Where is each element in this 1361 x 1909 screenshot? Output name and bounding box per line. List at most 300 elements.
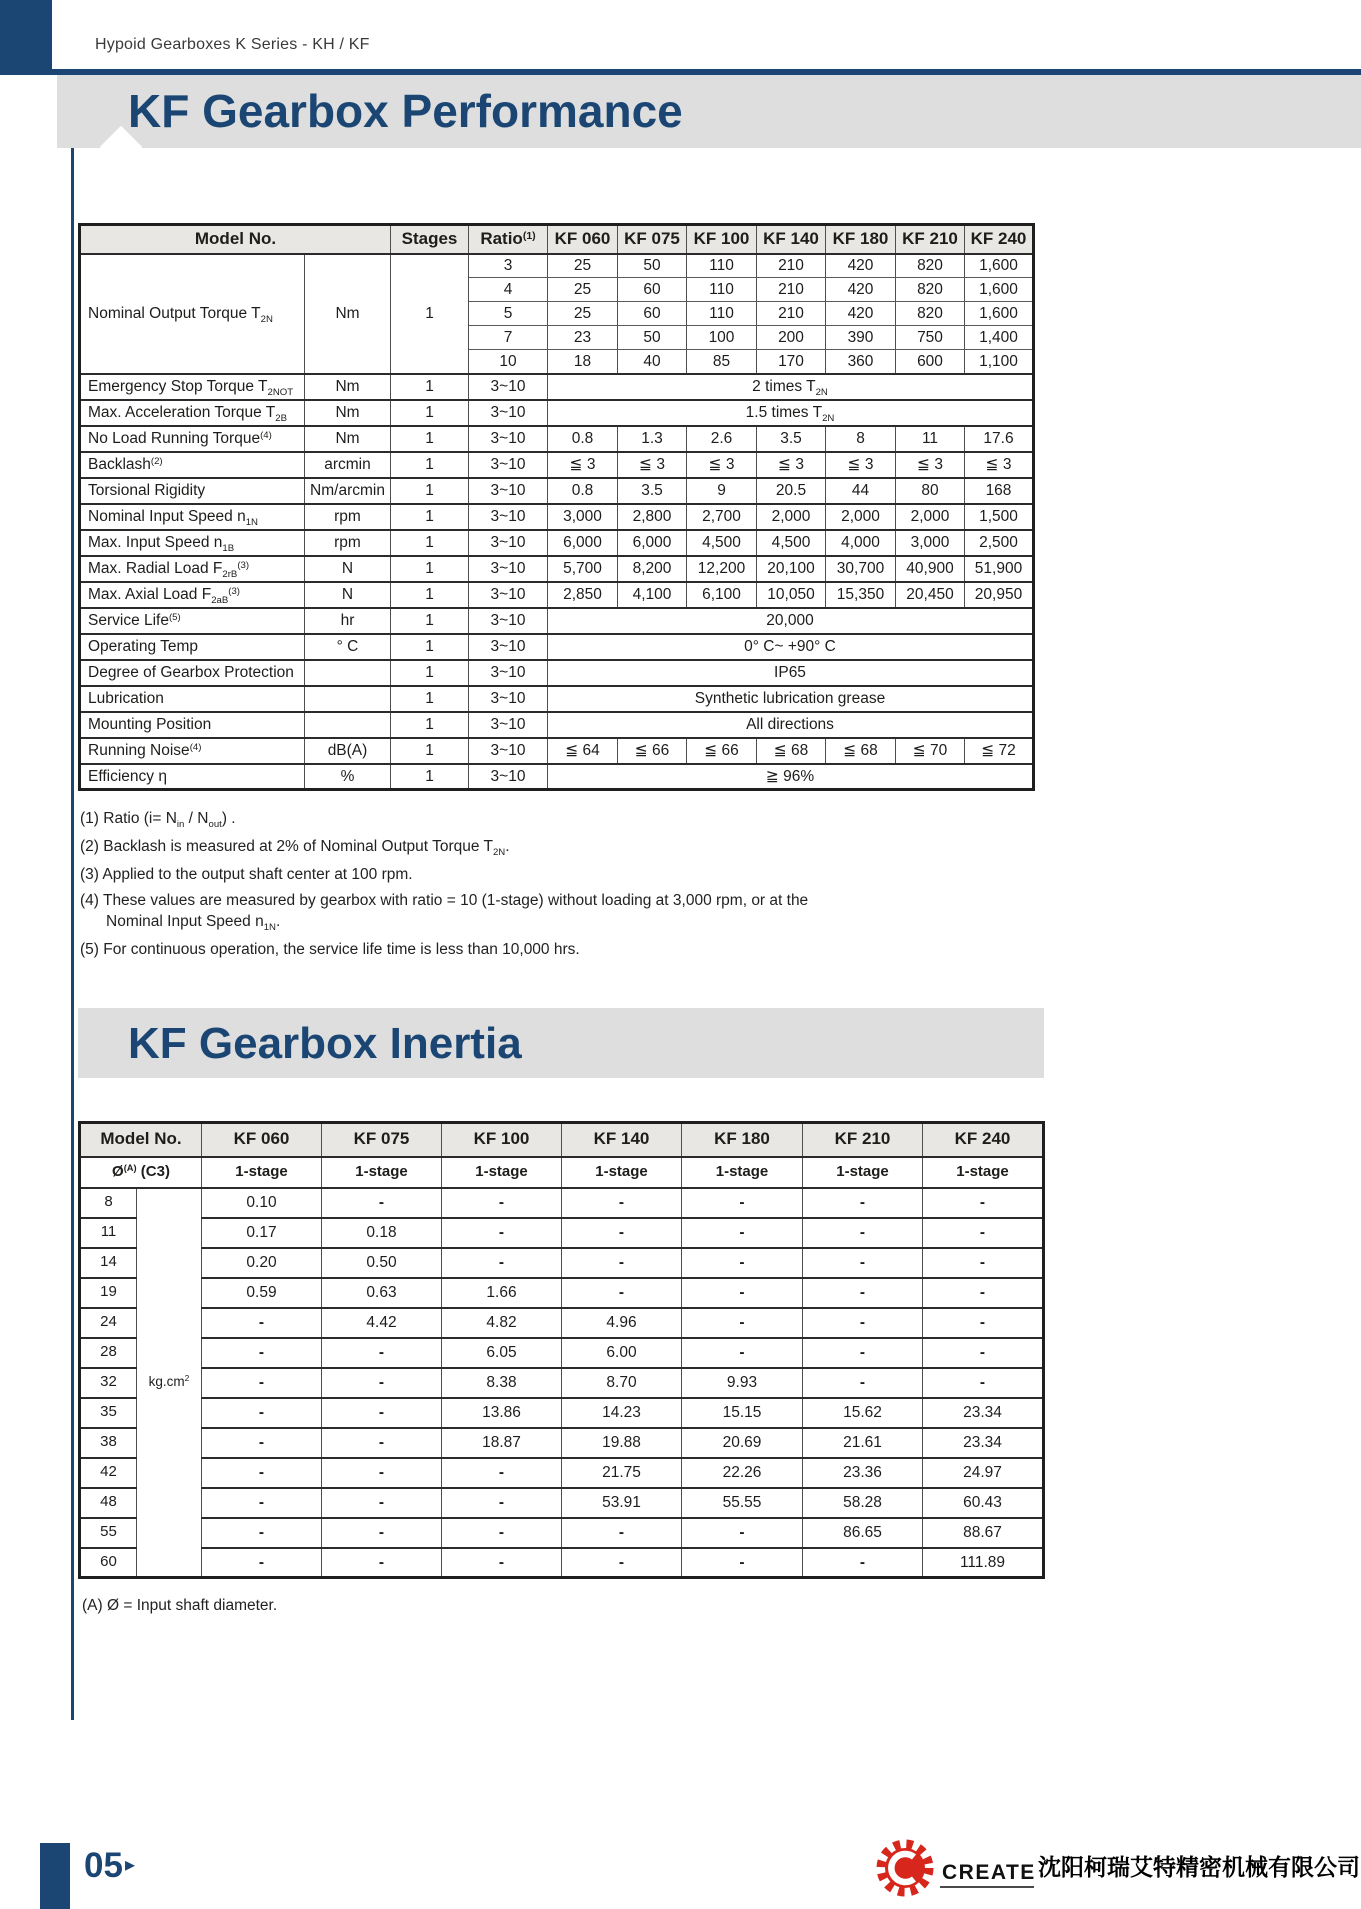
table-cell: 3~10 [469,738,548,764]
table-cell: Model No. [80,1123,202,1157]
section-title-performance: KF Gearbox Performance [128,85,683,137]
table-cell: - [442,1488,562,1518]
table-cell: Lubrication [80,686,305,712]
table-cell: Mounting Position [80,712,305,738]
table-cell [305,686,391,712]
footnote-line: (2) Backlash is measured at 2% of Nominal Output Torque $T_{2N}$. [80,838,510,858]
table-cell: 0.8 [548,478,618,504]
table-row [80,1458,1044,1488]
table-cell: 4,100 [618,582,687,608]
breadcrumb: Hypoid Gearboxes K Series - KH / KF [95,36,370,53]
table-cell: 20,450 [896,582,965,608]
table-cell: 40,900 [896,556,965,582]
table-row [80,1428,1044,1458]
table-cell: - [682,1188,803,1218]
table-cell: 50 [618,326,687,350]
table-cell: 1-stage [803,1157,923,1188]
table-cell: - [803,1368,923,1398]
table-cell: 4.96 [562,1308,682,1338]
table-cell: ≦ 66 [618,738,687,764]
table-cell: KF 210 [896,225,965,254]
table-cell: 32 [80,1368,137,1398]
table-cell: ≦ 3 [965,452,1034,478]
table-row [80,608,1034,634]
table-cell: 3~10 [469,426,548,452]
table-cell: 168 [965,478,1034,504]
table-cell: 50 [618,254,687,278]
table-cell: - [923,1338,1044,1368]
table-cell: KF 210 [803,1123,923,1157]
table-cell: 6,000 [618,530,687,556]
table-cell: - [803,1338,923,1368]
table-cell: Nm [305,426,391,452]
table-cell: - [562,1248,682,1278]
table-cell: - [202,1548,322,1578]
table-cell: 18 [548,350,618,374]
table-cell: - [202,1338,322,1368]
table-cell: - [562,1278,682,1308]
table-cell: 4,500 [757,530,826,556]
table-cell: 750 [896,326,965,350]
table-cell: All directions [548,712,1034,738]
table-cell: Emergency Stop Torque $T_{2NOT}$ [80,374,305,400]
inertia-table [78,1121,1045,1579]
table-cell: - [202,1488,322,1518]
table-cell: 20.5 [757,478,826,504]
table-row [80,1368,1044,1398]
table-cell: 110 [687,254,757,278]
table-cell: 60 [80,1548,137,1578]
table-cell: 20,100 [757,556,826,582]
table-cell: ≦ 66 [687,738,757,764]
table-cell: 170 [757,350,826,374]
table-cell: 1-stage [442,1157,562,1188]
table-cell: 25 [548,278,618,302]
footnote-line: (5) For continuous operation, the service life time is less than 10,000 hrs. [80,941,580,958]
table-cell: 10 [469,350,548,374]
table-cell: 4 [469,278,548,302]
page-number-value: 05 [84,1846,123,1885]
table-row [80,426,1034,452]
table-cell: - [202,1428,322,1458]
table-cell: 8 [826,426,896,452]
table-cell: - [803,1278,923,1308]
logo-wordmark: CREATE [942,1861,1036,1884]
page-number-arrow-icon: ▸ [124,1854,135,1876]
table-cell: Stages [391,225,469,254]
table-cell: 1 [391,608,469,634]
table-cell: Efficiency η [80,764,305,790]
table-cell: 3,000 [548,504,618,530]
table-header-row [80,1123,1044,1157]
table-cell: 55 [80,1518,137,1548]
table-cell: Nm/arcmin [305,478,391,504]
table-cell: Nm [305,400,391,426]
page-number [84,1846,135,1886]
table-subheader-row [80,1157,1044,1188]
table-cell: 10,050 [757,582,826,608]
table-row [80,660,1034,686]
footer-corner-block [40,1843,70,1909]
table-cell: 1 [391,374,469,400]
table-cell: arcmin [305,452,391,478]
table-cell: 80 [896,478,965,504]
table-cell: Torsional Rigidity [80,478,305,504]
table-row [80,738,1034,764]
table-cell: 1.3 [618,426,687,452]
table-cell: Nm [305,254,391,374]
table-cell: 8.38 [442,1368,562,1398]
table-cell: 1 [391,504,469,530]
table-cell: 1-stage [322,1157,442,1188]
table-row [80,504,1034,530]
table-cell: 1 [391,254,469,374]
table-cell: 2,700 [687,504,757,530]
table-cell: 8.70 [562,1368,682,1398]
table-cell [305,660,391,686]
table-cell: - [442,1548,562,1578]
table-cell: 1,400 [965,326,1034,350]
table-cell: 23.36 [803,1458,923,1488]
table-cell: - [322,1548,442,1578]
table-cell: 4,000 [826,530,896,556]
table-row [80,1548,1044,1578]
table-row [80,1398,1044,1428]
table-cell: 2,800 [618,504,687,530]
table-cell: 110 [687,278,757,302]
table-cell: - [923,1218,1044,1248]
table-cell: 13.86 [442,1398,562,1428]
table-cell: KF 240 [923,1123,1044,1157]
table-cell: - [682,1248,803,1278]
table-cell: 3~10 [469,634,548,660]
table-cell: 14.23 [562,1398,682,1428]
table-cell: KF 100 [442,1123,562,1157]
table-cell: 38 [80,1428,137,1458]
table-cell: 200 [757,326,826,350]
table-cell: Max. Axial Load $F_{2aB}^{(3)}$ [80,582,305,608]
table-cell: 0.50 [322,1248,442,1278]
table-cell: 2,850 [548,582,618,608]
table-cell: - [562,1218,682,1248]
table-cell: 110 [687,302,757,326]
table-cell: 0.17 [202,1218,322,1248]
section-title-inertia: KF Gearbox Inertia [128,1019,522,1068]
table-cell: - [202,1518,322,1548]
table-cell: $Ø^{(A)}$ (C3) [80,1157,202,1188]
table-cell: 3~10 [469,556,548,582]
table-row [80,1338,1044,1368]
table-cell: 7 [469,326,548,350]
table-cell: 3~10 [469,764,548,790]
footnote-line: (4) These values are measured by gearbox with ratio = 10 (1-stage) without loading at 3,000 rpm, or at the [80,892,809,909]
table-cell: - [682,1338,803,1368]
table-cell: Nominal Output Torque $T_{2N}$ [80,254,305,374]
table-cell: ≧ 96% [548,764,1034,790]
table-row [80,374,1034,400]
table-cell: 23.34 [923,1428,1044,1458]
table-cell: 19.88 [562,1428,682,1458]
table-row [80,1308,1044,1338]
table-cell: 21.61 [803,1428,923,1458]
table-cell: 21.75 [562,1458,682,1488]
table-cell: 86.65 [803,1518,923,1548]
table-cell: 14 [80,1248,137,1278]
table-cell: 20,950 [965,582,1034,608]
table-cell: 15.62 [803,1398,923,1428]
table-cell: 4.82 [442,1308,562,1338]
table-cell: - [202,1308,322,1338]
table-cell: 3,000 [896,530,965,556]
table-cell: KF 075 [322,1123,442,1157]
table-cell: 8 [80,1188,137,1218]
table-cell: 420 [826,302,896,326]
table-cell: - [442,1518,562,1548]
table-cell: Synthetic lubrication grease [548,686,1034,712]
table-cell: Service Life$^{(5)}$ [80,608,305,634]
table-cell: - [442,1248,562,1278]
table-cell: 820 [896,254,965,278]
table-cell: KF 240 [965,225,1034,254]
table-cell: 60.43 [923,1488,1044,1518]
table-cell: 3.5 [757,426,826,452]
table-row [80,452,1034,478]
table-cell: 60 [618,278,687,302]
table-cell: - [682,1548,803,1578]
table-cell: - [322,1458,442,1488]
table-cell: 85 [687,350,757,374]
table-cell: 1 [391,764,469,790]
table-cell: N [305,582,391,608]
table-cell: 1-stage [682,1157,803,1188]
table-cell: 360 [826,350,896,374]
table-cell: - [923,1278,1044,1308]
table-row [80,1518,1044,1548]
table-cell: - [803,1548,923,1578]
table-cell: 30,700 [826,556,896,582]
table-cell: - [442,1218,562,1248]
table-cell: - [562,1548,682,1578]
table-cell: 48 [80,1488,137,1518]
table-cell: KF 180 [682,1123,803,1157]
table-cell: 25 [548,302,618,326]
table-cell [305,712,391,738]
section-banner-performance [57,75,1361,148]
table-cell: 1 [391,738,469,764]
table-cell: 1 [391,452,469,478]
table-cell: % [305,764,391,790]
table-cell: 35 [80,1398,137,1428]
table-cell: Max. Radial Load $F_{2rB}^{(3)}$ [80,556,305,582]
table-cell: - [803,1218,923,1248]
table-cell: 3 [469,254,548,278]
table-cell: 20,000 [548,608,1034,634]
table-cell: 6,000 [548,530,618,556]
table-cell: 1-stage [202,1157,322,1188]
table-cell: Backlash$^{(2)}$ [80,452,305,478]
table-cell: 19 [80,1278,137,1308]
table-cell: 28 [80,1338,137,1368]
table-cell: - [322,1428,442,1458]
table-cell: 420 [826,254,896,278]
table-row [80,478,1034,504]
table-cell: ≦ 3 [618,452,687,478]
logo-underline [940,1886,1034,1888]
table-cell: - [923,1308,1044,1338]
table-cell: ≦ 3 [687,452,757,478]
table-cell: 23.34 [923,1398,1044,1428]
table-cell: ≦ 68 [826,738,896,764]
table-cell: 3~10 [469,608,548,634]
table-cell: - [682,1278,803,1308]
table-cell: 17.6 [965,426,1034,452]
table-row [80,1278,1044,1308]
table-cell: 390 [826,326,896,350]
table-row [80,530,1034,556]
table-cell: - [803,1188,923,1218]
table-cell: 1 [391,556,469,582]
table-cell: ≦ 3 [757,452,826,478]
table-cell: 88.67 [923,1518,1044,1548]
table-cell: - [803,1308,923,1338]
table-row [80,582,1034,608]
table-cell: 820 [896,302,965,326]
footnote-line: Nominal Input Speed $n_{1N}$. [106,913,281,933]
table-cell: ≦ 72 [965,738,1034,764]
table-cell: 9.93 [682,1368,803,1398]
table-cell: 820 [896,278,965,302]
table-cell: hr [305,608,391,634]
table-cell: - [682,1218,803,1248]
table-cell: 4.42 [322,1308,442,1338]
table-cell: 0.59 [202,1278,322,1308]
table-cell: dB(A) [305,738,391,764]
table-cell: 0.20 [202,1248,322,1278]
table-cell: 2,000 [826,504,896,530]
table-cell: ° C [305,634,391,660]
table-cell: 210 [757,278,826,302]
table-cell: 3.5 [618,478,687,504]
table-cell: 51,900 [965,556,1034,582]
table-row [80,556,1034,582]
table-cell: 1-stage [923,1157,1044,1188]
table-cell: Max. Input Speed $n_{1B}$ [80,530,305,556]
table-row [80,686,1034,712]
table-cell: rpm [305,504,391,530]
table-cell: - [682,1518,803,1548]
table-row [80,764,1034,790]
table-cell: 100 [687,326,757,350]
table-cell: 5,700 [548,556,618,582]
table-cell: 58.28 [803,1488,923,1518]
table-cell: KF 100 [687,225,757,254]
table-cell: - [923,1248,1044,1278]
table-cell: KF 060 [202,1123,322,1157]
table-cell: ≦ 3 [548,452,618,478]
table-cell: 53.91 [562,1488,682,1518]
performance-table [78,223,1035,791]
table-cell: 1,600 [965,254,1034,278]
table-cell: Running Noise$^{(4)}$ [80,738,305,764]
table-cell: 1,100 [965,350,1034,374]
footnote-line: (3) Applied to the output shaft center at 100 rpm. [80,866,413,883]
table-cell: 11 [80,1218,137,1248]
table-cell: 6.00 [562,1338,682,1368]
table-cell: 0.18 [322,1218,442,1248]
table-cell: - [322,1518,442,1548]
table-cell: ≦ 64 [548,738,618,764]
table-cell: 2.6 [687,426,757,452]
table-cell: - [202,1458,322,1488]
table-cell: 3~10 [469,582,548,608]
table-cell: ≦ 68 [757,738,826,764]
table-cell: 25 [548,254,618,278]
table-cell: 3~10 [469,452,548,478]
table-cell: 0° C~ +90° C [548,634,1034,660]
table-cell: 1 [391,478,469,504]
table-cell: 2 times $T_{2N}$ [548,374,1034,400]
table-cell: 5 [469,302,548,326]
table-cell: 111.89 [923,1548,1044,1578]
table-cell: 1 [391,634,469,660]
table-cell: - [923,1368,1044,1398]
table-cell: 6.05 [442,1338,562,1368]
table-cell: 1 [391,686,469,712]
table-cell: 1 [391,426,469,452]
table-cell: 6,100 [687,582,757,608]
table-cell: 1 [391,530,469,556]
table-cell: KF 060 [548,225,618,254]
table-cell: - [682,1308,803,1338]
table-cell: KF 180 [826,225,896,254]
table-cell: Nm [305,374,391,400]
table-cell: 44 [826,478,896,504]
table-cell: 0.10 [202,1188,322,1218]
table-cell: Model No. [80,225,391,254]
table-cell: $kg.cm^2$ [137,1188,202,1578]
table-row [80,1248,1044,1278]
table-cell: 60 [618,302,687,326]
table-cell: 12,200 [687,556,757,582]
company-name: 沈阳柯瑞艾特精密机械有限公司 [1038,1854,1360,1880]
table-cell: Max. Acceleration Torque $T_{2B}$ [80,400,305,426]
table-cell: 0.8 [548,426,618,452]
table-cell: ≦ 70 [896,738,965,764]
table-cell: - [322,1488,442,1518]
table-cell: 3~10 [469,400,548,426]
table-cell: Degree of Gearbox Protection [80,660,305,686]
table-cell: - [202,1368,322,1398]
table-cell: - [562,1188,682,1218]
table-cell: 55.55 [682,1488,803,1518]
table-cell: 1.66 [442,1278,562,1308]
table-cell: 0.63 [322,1278,442,1308]
table-cell: - [322,1368,442,1398]
table-cell: IP65 [548,660,1034,686]
header-corner-block [0,0,52,75]
table-cell: 20.69 [682,1428,803,1458]
table-cell: 8,200 [618,556,687,582]
create-logo-gear-icon [874,1834,936,1902]
table-cell: rpm [305,530,391,556]
table-cell: - [322,1338,442,1368]
table-cell: Ratio$^{(1)}$ [469,225,548,254]
table-row [80,1218,1044,1248]
table-cell: 1 [391,400,469,426]
table-cell: 3~10 [469,712,548,738]
table-cell: KF 075 [618,225,687,254]
table-row [80,1488,1044,1518]
